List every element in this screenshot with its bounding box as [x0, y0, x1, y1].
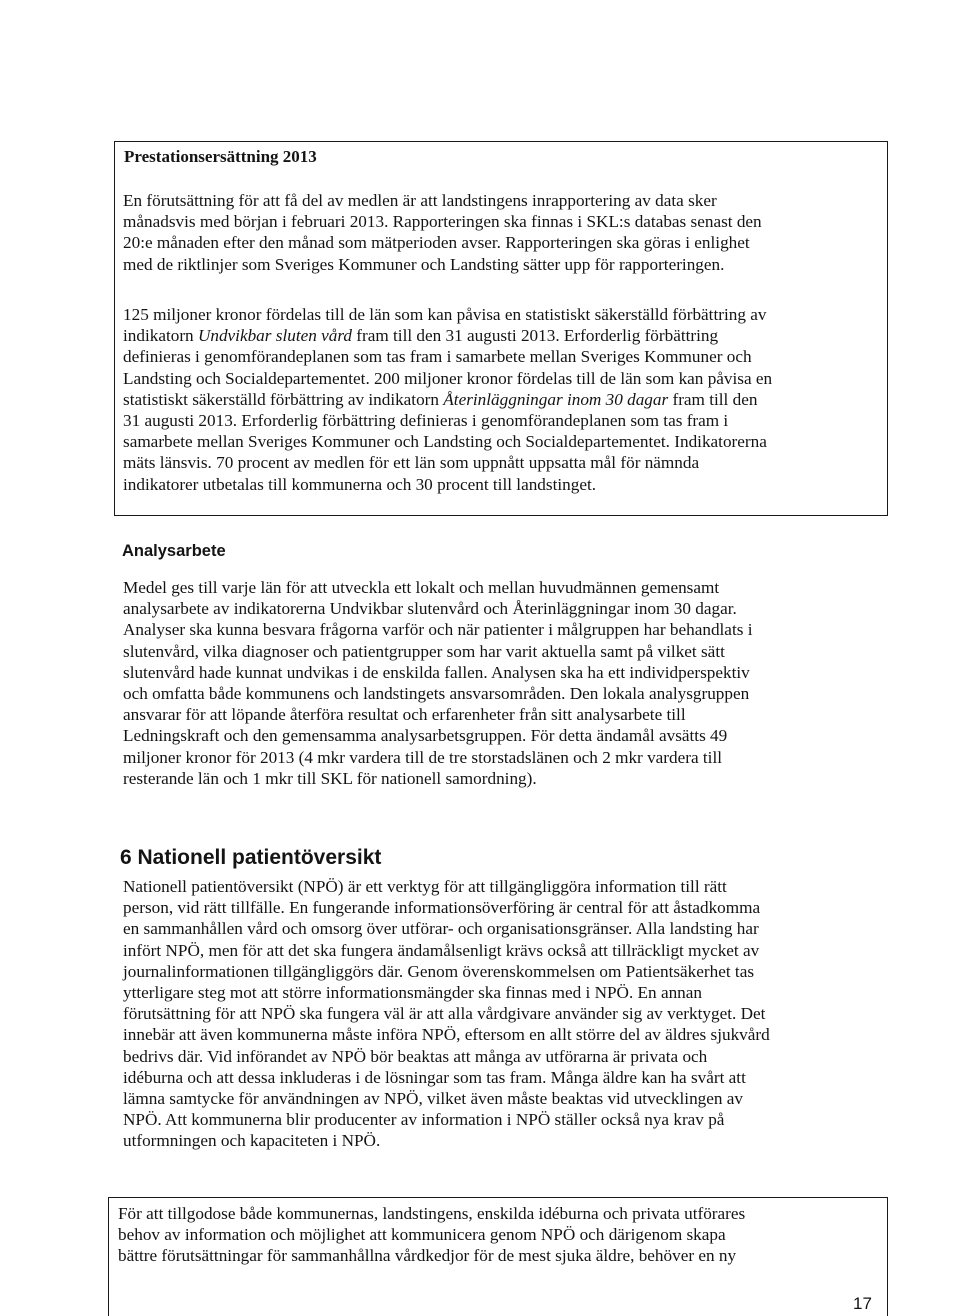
text-line: Ledningskraft och den gemensamma analysarbetsgruppen. För detta ändamål avsätts 49 [123, 726, 728, 746]
text-line: slutenvård, vilka diagnoser och patientgrupper som har varit aktuella samt på vilket sätt [123, 641, 725, 661]
text-line: utformningen och kapaciteten i NPÖ. [123, 1131, 381, 1151]
text-line: analysarbete av indikatorerna Undvikbar slutenvård och Återinläggningar inom 30 dagar. [123, 599, 737, 619]
text-line: samarbete mellan Sveriges Kommuner och Landsting och Socialdepartementet. Indikatorerna [123, 432, 767, 452]
text-line: slutenvård hade kunnat undvikas i de enskilda fallen. Analysen ska ha ett individperspektiv [123, 662, 750, 682]
text-line: månadsvis med början i februari 2013. Rapporteringen ska finnas i SKL:s databas senast den [123, 212, 762, 232]
text-line: Medel ges till varje län för att utveckla ett lokalt och mellan huvudmännen gemensamt [123, 578, 720, 597]
text-line: lämna samtycke för användningen av NPÖ, vilket även måste beaktas vid utvecklingen av [123, 1089, 743, 1109]
text-line: indikatorn Undvikbar sluten vård fram till den 31 augusti 2013. Erforderlig förbättring [123, 326, 719, 346]
text-line: infört NPÖ, men för att det ska fungera ändamålsenligt krävs också att tillräckligt mycket av [123, 940, 760, 960]
text-line: en sammanhållen vård och omsorg över utförar- och organisationsgränser. Alla landsting har [123, 919, 759, 939]
text-line: bättre förutsättningar för sammanhållna vårdkedjor för de mest sjuka äldre, behöver en ny [118, 1246, 737, 1266]
text-line: indikatorer utbetalas till kommunerna och 30 procent till landstinget. [123, 474, 597, 494]
text-line: resterande län och 1 mkr till SKL för nationell samordning). [123, 768, 537, 788]
npo-box-paragraph [118, 1203, 878, 1267]
text-line: idéburna och att dessa inkluderas i de lösningar som tas fram. Många äldre kan ha svårt att [123, 1067, 746, 1087]
text-line: För att tillgodose både kommunernas, landstingens, enskilda idéburna och privata utförares [118, 1204, 746, 1223]
text-line: och omfatta både kommunens och landstingets ansvarsområden. Den lokala analysgruppen [123, 684, 750, 704]
analys-paragraph [123, 577, 883, 789]
text-line: 31 augusti 2013. Erforderlig förbättring definieras i genomförandeplanen som tas fram i [123, 411, 729, 431]
box-title: Prestationsersättning 2013 [124, 147, 317, 166]
box-paragraph-1 [123, 190, 883, 275]
indicator-name: Undvikbar sluten vård [197, 326, 352, 346]
text-line: mäts länsvis. 70 procent av medlen för ett län som uppnått uppsatta mål för nämnda [123, 453, 700, 473]
text-line: NPÖ. Att kommunerna blir producenter av information i NPÖ ställer också nya krav på [123, 1110, 725, 1130]
text-line: innebär att även kommunerna måste införa NPÖ, eftersom en allt större del av äldres sjukvård [123, 1025, 770, 1045]
box-paragraph-2 [123, 304, 883, 495]
indicator-name: Återinläggningar inom 30 dagar [443, 389, 669, 409]
text-line: miljoner kronor för 2013 (4 mkr vardera till de tre storstadslänen och 2 mkr vardera till [123, 747, 722, 767]
text-line: Landsting och Socialdepartementet. 200 miljoner kronor fördelas till de län som kan påvisa en [123, 368, 773, 388]
text-line: ansvarar för att löpande återföra resultat och erfarenheter från sitt analysarbete till [123, 705, 686, 725]
section-heading-analysarbete: Analysarbete [122, 542, 226, 560]
text-line: Nationell patientöversikt (NPÖ) är ett verktyg för att tillgängliggöra information till rätt [123, 877, 727, 896]
text-line: med de riktlinjer som Sveriges Kommuner och Landsting sätter upp för rapporteringen. [123, 254, 725, 274]
text-line: statistiskt säkerställd förbättring av indikatorn Återinläggningar inom 30 dagar fram till den [123, 389, 758, 409]
text-line: 125 miljoner kronor fördelas till de län som kan påvisa en statistiskt säkerställd förbättring av [123, 305, 767, 324]
text-line: bedrivs där. Vid införandet av NPÖ bör beaktas att många av utförarna är privata och [123, 1046, 708, 1066]
text-line: definieras i genomförandeplanen som tas fram i samarbete mellan Sveriges Kommuner och [123, 347, 752, 367]
text-line: journalinformationen tillgängliggörs där. Genom överenskommelsen om Patientsäkerhet tas [123, 961, 755, 981]
page-number: 17 [853, 1294, 872, 1313]
text-line: förutsättning för att NPÖ ska fungera väl är att alla vårdgivare använder sig av verktyget. Det [123, 1004, 766, 1024]
text-line: person, vid rätt tillfälle. En fungerande informationsöverföring är central för att åstadkomma [123, 898, 761, 918]
text-line: ytterligare steg mot att större informationsmängder ska finnas med i NPÖ. En annan [123, 983, 702, 1003]
text-line: En förutsättning för att få del av medlen är att landstingens inrapportering av data sker [123, 191, 717, 210]
text-line: behov av information och möjlighet att kommunicera genom NPÖ och därigenom skapa [118, 1225, 726, 1245]
npo-paragraph [123, 876, 883, 1152]
text-line: Analyser ska kunna besvara frågorna varför och när patienter i målgruppen har behandlats i [123, 620, 753, 640]
text-line: 20:e månaden efter den månad som mätperioden avser. Rapporteringen ska göras i enlighet [123, 233, 750, 253]
section-heading-npo: 6 Nationell patientöversikt [120, 846, 382, 869]
